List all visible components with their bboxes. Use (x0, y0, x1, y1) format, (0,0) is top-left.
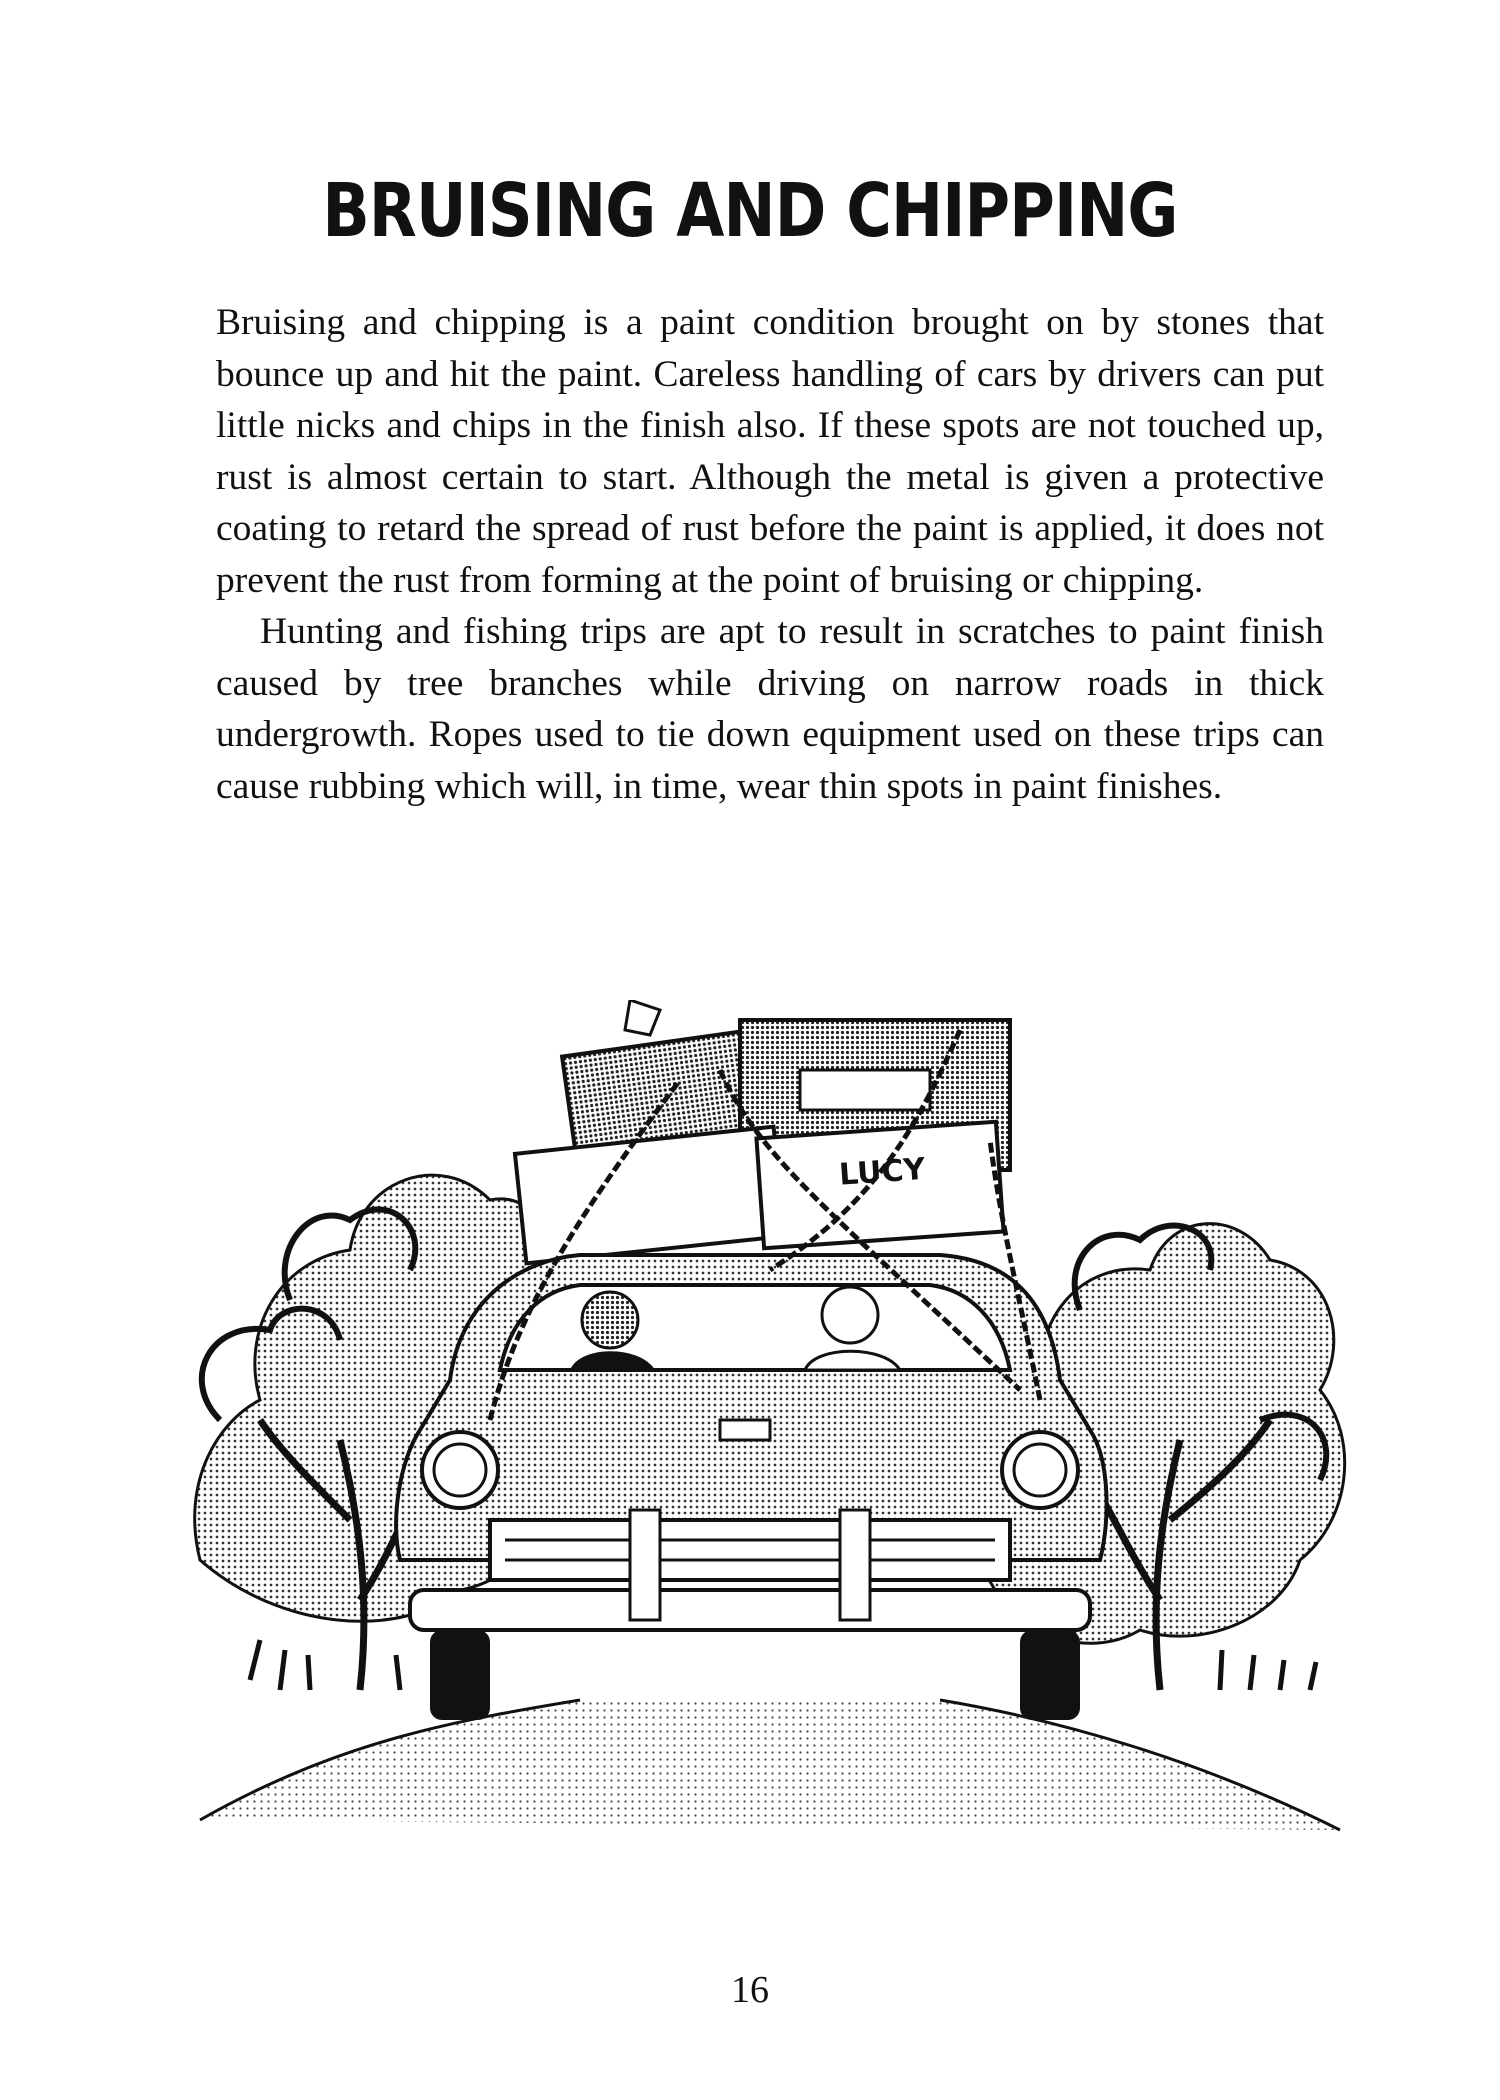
roof-luggage (515, 1000, 1010, 1263)
body-text (216, 297, 1324, 812)
paragraph-2: Hunting and fishing trips are apt to result in scratches to paint finish caused by tree branches while driving on narrow roads in thick undergrowth. Ropes used to tie down equipment used on these trips can cause rubbing which will, in time, wear thin spots in paint finishes. (216, 611, 1324, 807)
road (200, 1700, 1340, 1830)
car-icon (396, 1255, 1106, 1720)
lucy-label: LUCY (838, 1151, 927, 1193)
page-number: 16 (731, 1969, 769, 2011)
page-title: BRUISING AND CHIPPING (322, 168, 1178, 254)
paragraph-1: Bruising and chipping is a paint condition brought on by stones that bounce up and hit the paint. Careless handling of cars by drivers can put little nicks and chips in the finish also. If these spots are not touched up, rust is almost certain to start. Although the metal is given a protective coating to retard the spread of rust before the paint is applied, it does not prevent the rust from forming at the point of bruising or chipping. (216, 302, 1324, 601)
car-trip-illustration (160, 1000, 1360, 1840)
